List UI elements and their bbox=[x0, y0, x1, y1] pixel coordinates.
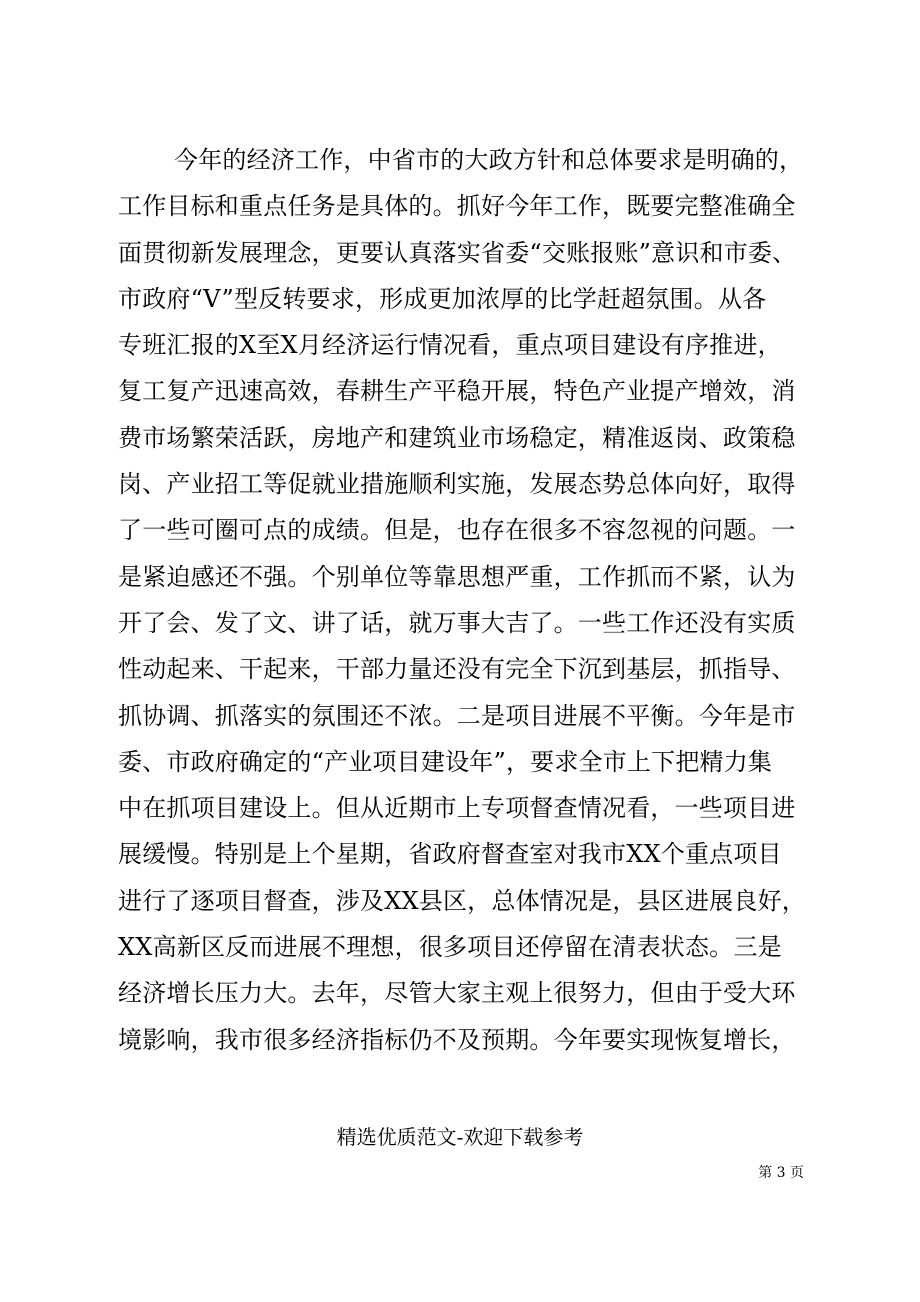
text-line: 境影响，我市很多经济指标仍不及预期。今年要实现恢复增长， bbox=[118, 1025, 796, 1054]
text-line: 市政府“V”型反转要求，形成更加浓厚的比学赶超氛围。从各 bbox=[118, 284, 767, 313]
text-line: 是紧迫感还不强。个别单位等靠思想严重，工作抓而不紧，认为 bbox=[118, 562, 796, 591]
text-line: 专班汇报的X至X月经济运行情况看，重点项目建设有序推进， bbox=[118, 331, 782, 360]
text-line: 今年的经济工作，中省市的大政方针和总体要求是明确的， bbox=[174, 146, 804, 174]
body-paragraph bbox=[118, 137, 838, 1063]
text-line: 进行了逐项目督查，涉及XX县区，总体情况是，县区进展良好， bbox=[118, 886, 806, 915]
text-line: 了一些可圈可点的成绩。但是，也存在很多不容忽视的问题。一 bbox=[118, 516, 796, 545]
text-line: 性动起来、干起来，干部力量还没有完全下沉到基层，抓指导、 bbox=[118, 655, 796, 684]
text-line: 展缓慢。特别是上个星期，省政府督查室对我市XX个重点项目 bbox=[118, 840, 782, 869]
text-line: 费市场繁荣活跃，房地产和建筑业市场稳定，精准返岗、政策稳 bbox=[118, 423, 796, 452]
text-line: 开了会、发了文、讲了话，就万事大吉了。一些工作还没有实质 bbox=[118, 608, 796, 637]
text-line: 委、市政府确定的“产业项目建设年”，要求全市上下把精力集 bbox=[118, 747, 773, 776]
text-line: 岗、产业招工等促就业措施顺利实施，发展态势总体向好，取得 bbox=[118, 470, 796, 499]
text-line: 工作目标和重点任务是具体的。抓好今年工作，既要完整准确全 bbox=[118, 192, 796, 221]
text-line: 复工复产迅速高效，春耕生产平稳开展，特色产业提产增效，消 bbox=[118, 377, 796, 406]
text-line: 抓协调、抓落实的氛围还不浓。二是项目进展不平衡。今年是市 bbox=[118, 701, 796, 730]
page-footer: 精选优质范文-欢迎下载参考 bbox=[336, 1125, 584, 1149]
page-number: 第 3 页 bbox=[758, 1165, 804, 1181]
text-line: 中在抓项目建设上。但从近期市上专项督查情况看，一些项目进 bbox=[118, 794, 796, 823]
text-line: XX高新区反而进展不理想，很多项目还停留在清表状态。三是 bbox=[118, 933, 782, 962]
text-line: 经济增长压力大。去年，尽管大家主观上很努力，但由于受大环 bbox=[118, 979, 796, 1008]
text-line: 面贯彻新发展理念，更要认真落实省委“交账报账”意识和市委、 bbox=[118, 238, 797, 267]
